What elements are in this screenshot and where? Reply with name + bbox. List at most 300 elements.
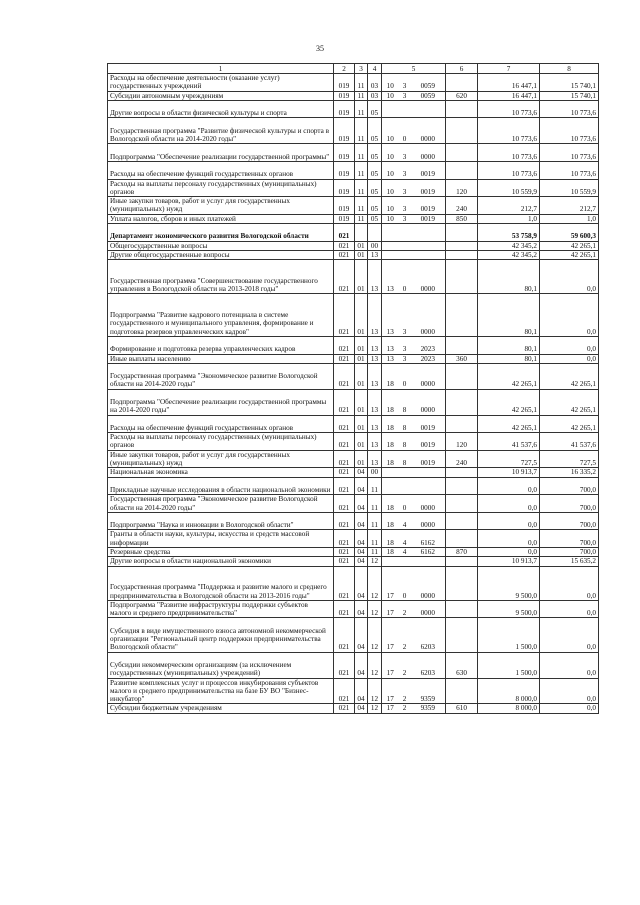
row-name: Государственная программа "Поддержка и развитие малого и среднего предпринимательства в Вологодской области на 2013-2016 годы" <box>108 566 334 600</box>
row-name: Расходы на выплаты персоналу государственных (муниципальных) органов <box>108 179 334 197</box>
row-grbs: 019 <box>334 214 355 223</box>
row-direction <box>411 241 446 250</box>
row-amount-year1: 80,1 <box>478 354 540 363</box>
row-direction: 2023 <box>411 336 446 354</box>
table-row <box>108 548 599 557</box>
row-grbs: 021 <box>334 512 355 530</box>
row-subprogram <box>399 477 411 495</box>
table-row <box>108 354 599 363</box>
row-direction: 0019 <box>411 415 446 433</box>
row-amount-year1: 727,5 <box>478 450 540 468</box>
row-name: Другие вопросы в области физической культуры и спорта <box>108 100 334 118</box>
row-amount-year2: 700,0 <box>540 477 599 495</box>
table-row <box>108 91 599 100</box>
row-subsection: 11 <box>368 477 382 495</box>
row-name: Подпрограмма "Обеспечение реализации государственной программы" <box>108 144 334 162</box>
row-direction: 0000 <box>411 495 446 513</box>
row-grbs: 021 <box>334 600 355 618</box>
row-grbs: 019 <box>334 144 355 162</box>
row-program: 17 <box>382 600 399 618</box>
row-expense-type <box>446 260 478 294</box>
row-amount-year1: 10 559,9 <box>478 179 540 197</box>
row-amount-year2: 42 265,1 <box>540 389 599 415</box>
row-program: 17 <box>382 618 399 652</box>
row-grbs: 021 <box>334 336 355 354</box>
row-direction: 9359 <box>411 678 446 704</box>
row-expense-type: 240 <box>446 450 478 468</box>
table-row <box>108 161 599 179</box>
row-section: 04 <box>355 477 368 495</box>
row-program: 18 <box>382 363 399 389</box>
row-name: Расходы на обеспечение функций государственных органов <box>108 161 334 179</box>
row-amount-year2: 42 265,1 <box>540 250 599 259</box>
row-name: Уплата налогов, сборов и иных платежей <box>108 214 334 223</box>
row-expense-type: 120 <box>446 433 478 451</box>
row-expense-type <box>446 161 478 179</box>
table-row <box>108 450 599 468</box>
row-section: 01 <box>355 415 368 433</box>
row-amount-year1: 42 265,1 <box>478 389 540 415</box>
row-section: 01 <box>355 389 368 415</box>
row-expense-type <box>446 618 478 652</box>
row-subsection: 13 <box>368 336 382 354</box>
row-subprogram: 2 <box>399 600 411 618</box>
row-subprogram <box>399 224 411 242</box>
row-name: Государственная программа "Экономическое развитие Вологодской области на 2014-2020 годы" <box>108 363 334 389</box>
row-amount-year2: 700,0 <box>540 548 599 557</box>
row-subprogram: 2 <box>399 618 411 652</box>
row-subprogram: 2 <box>399 652 411 678</box>
row-subsection <box>368 224 382 242</box>
row-subsection: 13 <box>368 415 382 433</box>
row-expense-type <box>446 241 478 250</box>
table-row <box>108 433 599 451</box>
row-direction: 0000 <box>411 294 446 337</box>
row-subsection: 13 <box>368 450 382 468</box>
row-expense-type <box>446 495 478 513</box>
row-amount-year1: 10 913,7 <box>478 468 540 477</box>
table-row <box>108 241 599 250</box>
table-row <box>108 530 599 548</box>
row-subsection: 03 <box>368 74 382 92</box>
row-name: Подпрограмма "Наука и инновации в Вологодской области" <box>108 512 334 530</box>
row-subsection: 13 <box>368 294 382 337</box>
row-subprogram: 3 <box>399 214 411 223</box>
row-direction <box>411 477 446 495</box>
row-section: 04 <box>355 566 368 600</box>
row-program: 17 <box>382 678 399 704</box>
table-row <box>108 250 599 259</box>
row-subsection: 12 <box>368 678 382 704</box>
row-section: 04 <box>355 512 368 530</box>
row-amount-year1: 1 500,0 <box>478 618 540 652</box>
row-subprogram: 2 <box>399 678 411 704</box>
row-direction: 0059 <box>411 91 446 100</box>
row-subsection: 11 <box>368 512 382 530</box>
row-expense-type: 620 <box>446 91 478 100</box>
row-name: Иные закупки товаров, работ и услуг для государственных (муниципальных) нужд <box>108 450 334 468</box>
row-grbs: 021 <box>334 652 355 678</box>
row-section: 01 <box>355 433 368 451</box>
row-amount-year2: 15 635,2 <box>540 557 599 566</box>
row-name: Субсидия в виде имущественного взноса автономной некоммерческой организации "Региональный центр поддержки предпринимательства Вологодской области" <box>108 618 334 652</box>
row-direction <box>411 100 446 118</box>
row-expense-type <box>446 477 478 495</box>
row-amount-year2: 10 773,6 <box>540 144 599 162</box>
row-name: Государственная программа "Развитие физической культуры и спорта в Вологодской области на 2014-2020 годы" <box>108 118 334 144</box>
row-subsection: 12 <box>368 600 382 618</box>
row-name: Подпрограмма "Развитие инфраструктуры поддержки субъектов малого и среднего предпринимательства" <box>108 600 334 618</box>
row-subsection: 05 <box>368 161 382 179</box>
table-row <box>108 100 599 118</box>
row-section: 01 <box>355 354 368 363</box>
row-expense-type: 870 <box>446 548 478 557</box>
row-subsection: 13 <box>368 250 382 259</box>
row-expense-type <box>446 363 478 389</box>
row-subprogram: 3 <box>399 179 411 197</box>
row-subprogram: 0 <box>399 495 411 513</box>
row-amount-year2: 41 537,6 <box>540 433 599 451</box>
row-subsection: 05 <box>368 214 382 223</box>
row-direction: 0019 <box>411 179 446 197</box>
row-program: 18 <box>382 389 399 415</box>
row-expense-type: 360 <box>446 354 478 363</box>
row-name: Расходы на обеспечение деятельности (оказание услуг) государственных учреждений <box>108 74 334 92</box>
row-grbs: 021 <box>334 389 355 415</box>
row-grbs: 021 <box>334 241 355 250</box>
row-amount-year1: 80,1 <box>478 294 540 337</box>
row-subsection: 13 <box>368 260 382 294</box>
row-grbs: 021 <box>334 433 355 451</box>
table-row <box>108 389 599 415</box>
row-section: 04 <box>355 618 368 652</box>
row-section: 04 <box>355 557 368 566</box>
row-direction: 2023 <box>411 354 446 363</box>
row-program: 10 <box>382 144 399 162</box>
row-amount-year2: 0,0 <box>540 336 599 354</box>
row-subsection: 12 <box>368 618 382 652</box>
row-subsection: 13 <box>368 389 382 415</box>
row-grbs: 021 <box>334 704 355 713</box>
row-amount-year2: 10 773,6 <box>540 161 599 179</box>
table-row <box>108 704 599 713</box>
page-number: 35 <box>316 44 324 53</box>
row-subsection: 13 <box>368 354 382 363</box>
col-header-expense-type: 6 <box>446 64 478 74</box>
row-amount-year2: 1,0 <box>540 214 599 223</box>
row-program: 17 <box>382 566 399 600</box>
row-grbs: 021 <box>334 354 355 363</box>
row-grbs: 019 <box>334 100 355 118</box>
row-subsection: 03 <box>368 91 382 100</box>
row-expense-type: 120 <box>446 179 478 197</box>
row-section <box>355 224 368 242</box>
row-grbs: 021 <box>334 557 355 566</box>
row-amount-year2: 0,0 <box>540 618 599 652</box>
row-subsection: 12 <box>368 704 382 713</box>
row-direction: 0000 <box>411 512 446 530</box>
col-header-year1: 7 <box>478 64 540 74</box>
row-amount-year2: 42 265,1 <box>540 241 599 250</box>
table-row <box>108 600 599 618</box>
row-amount-year1: 0,0 <box>478 530 540 548</box>
row-grbs: 021 <box>334 678 355 704</box>
row-amount-year2: 42 265,1 <box>540 415 599 433</box>
table-body <box>108 74 599 714</box>
table-row <box>108 652 599 678</box>
row-grbs: 019 <box>334 161 355 179</box>
row-expense-type <box>446 294 478 337</box>
table-row <box>108 477 599 495</box>
row-expense-type <box>446 389 478 415</box>
row-name: Общегосударственные вопросы <box>108 241 334 250</box>
row-direction <box>411 557 446 566</box>
row-direction <box>411 468 446 477</box>
row-amount-year2: 10 559,9 <box>540 179 599 197</box>
col-header-year2: 8 <box>540 64 599 74</box>
row-section: 01 <box>355 250 368 259</box>
row-program <box>382 241 399 250</box>
row-subprogram: 3 <box>399 336 411 354</box>
row-name: Государственная программа "Совершенствование государственного управления в Вологодской области на 2013-2018 годы" <box>108 260 334 294</box>
row-amount-year1: 10 773,6 <box>478 100 540 118</box>
row-program: 17 <box>382 704 399 713</box>
row-section: 11 <box>355 91 368 100</box>
row-amount-year1: 42 345,2 <box>478 250 540 259</box>
row-section: 11 <box>355 179 368 197</box>
row-subprogram: 0 <box>399 118 411 144</box>
row-name: Субсидии автономным учреждениям <box>108 91 334 100</box>
row-subprogram: 0 <box>399 363 411 389</box>
row-direction: 6203 <box>411 652 446 678</box>
row-amount-year2: 727,5 <box>540 450 599 468</box>
row-amount-year2: 0,0 <box>540 566 599 600</box>
row-expense-type <box>446 415 478 433</box>
table-row <box>108 197 599 215</box>
row-expense-type <box>446 74 478 92</box>
row-section: 04 <box>355 548 368 557</box>
row-direction <box>411 224 446 242</box>
row-section: 04 <box>355 678 368 704</box>
row-grbs: 021 <box>334 415 355 433</box>
row-subprogram: 8 <box>399 433 411 451</box>
row-subsection: 12 <box>368 557 382 566</box>
row-name: Национальная экономика <box>108 468 334 477</box>
row-name: Прикладные научные исследования в области национальной экономики <box>108 477 334 495</box>
row-subsection: 05 <box>368 118 382 144</box>
row-subsection: 11 <box>368 548 382 557</box>
row-grbs: 021 <box>334 566 355 600</box>
row-expense-type <box>446 118 478 144</box>
col-header-subsection: 4 <box>368 64 382 74</box>
row-subprogram: 2 <box>399 704 411 713</box>
row-subprogram: 4 <box>399 548 411 557</box>
table-row <box>108 179 599 197</box>
row-subprogram: 4 <box>399 512 411 530</box>
table-row <box>108 495 599 513</box>
row-grbs: 021 <box>334 450 355 468</box>
row-program: 13 <box>382 294 399 337</box>
row-name: Субсидии некоммерческим организациям (за исключением государственных (муниципальных) учреждений) <box>108 652 334 678</box>
row-name: Подпрограмма "Развитие кадрового потенциала в системе государственного и муниципального управления, формирование и подготовка резервов управленческих кадров" <box>108 294 334 337</box>
row-amount-year1: 9 500,0 <box>478 600 540 618</box>
table-row <box>108 415 599 433</box>
row-subprogram: 3 <box>399 74 411 92</box>
table-row <box>108 214 599 223</box>
row-amount-year1: 16 447,1 <box>478 91 540 100</box>
row-program: 10 <box>382 179 399 197</box>
row-expense-type <box>446 557 478 566</box>
row-amount-year1: 42 265,1 <box>478 415 540 433</box>
row-name: Другие общегосударственные вопросы <box>108 250 334 259</box>
table-row <box>108 74 599 92</box>
row-program: 18 <box>382 495 399 513</box>
row-amount-year2: 212,7 <box>540 197 599 215</box>
table-row <box>108 363 599 389</box>
row-subprogram: 3 <box>399 197 411 215</box>
row-subsection: 05 <box>368 179 382 197</box>
row-program: 10 <box>382 74 399 92</box>
row-name: Департамент экономического развития Вологодской области <box>108 224 334 242</box>
row-name: Субсидии бюджетным учреждениям <box>108 704 334 713</box>
row-expense-type <box>446 336 478 354</box>
row-grbs: 021 <box>334 468 355 477</box>
row-section: 01 <box>355 336 368 354</box>
row-grbs: 021 <box>334 618 355 652</box>
col-header-grbs: 2 <box>334 64 355 74</box>
row-name: Развитие комплексных услуг и процессов инкубирования субъектов малого и среднего предпринимательства на базе БУ ВО "Бизнес-инкубатор" <box>108 678 334 704</box>
row-name: Расходы на выплаты персоналу государственных (муниципальных) органов <box>108 433 334 451</box>
row-section: 11 <box>355 118 368 144</box>
row-subprogram <box>399 557 411 566</box>
row-amount-year2: 0,0 <box>540 294 599 337</box>
row-amount-year1: 80,1 <box>478 260 540 294</box>
col-header-name: 1 <box>108 64 334 74</box>
row-amount-year2: 0,0 <box>540 678 599 704</box>
row-subprogram: 3 <box>399 161 411 179</box>
row-subprogram: 3 <box>399 294 411 337</box>
row-direction <box>411 250 446 259</box>
row-grbs: 021 <box>334 260 355 294</box>
row-section: 01 <box>355 450 368 468</box>
row-program: 10 <box>382 118 399 144</box>
table-row <box>108 118 599 144</box>
row-grbs: 019 <box>334 91 355 100</box>
row-program: 18 <box>382 433 399 451</box>
row-grbs: 021 <box>334 477 355 495</box>
table-row <box>108 144 599 162</box>
row-subprogram: 0 <box>399 260 411 294</box>
row-subsection: 13 <box>368 363 382 389</box>
row-direction: 0000 <box>411 363 446 389</box>
row-amount-year2: 0,0 <box>540 260 599 294</box>
row-expense-type <box>446 600 478 618</box>
row-direction: 0000 <box>411 566 446 600</box>
row-expense-type <box>446 468 478 477</box>
row-grbs: 019 <box>334 197 355 215</box>
row-subprogram: 8 <box>399 415 411 433</box>
row-grbs: 019 <box>334 74 355 92</box>
row-amount-year1: 53 758,9 <box>478 224 540 242</box>
row-amount-year2: 0,0 <box>540 704 599 713</box>
row-grbs: 021 <box>334 294 355 337</box>
row-grbs: 019 <box>334 179 355 197</box>
row-program <box>382 477 399 495</box>
row-expense-type <box>446 224 478 242</box>
row-program: 13 <box>382 260 399 294</box>
row-subprogram <box>399 241 411 250</box>
row-program: 18 <box>382 512 399 530</box>
row-section: 04 <box>355 530 368 548</box>
row-section: 04 <box>355 600 368 618</box>
row-subsection: 11 <box>368 530 382 548</box>
row-amount-year2: 10 773,6 <box>540 100 599 118</box>
row-direction: 0000 <box>411 144 446 162</box>
row-amount-year2: 700,0 <box>540 495 599 513</box>
row-amount-year1: 8 000,0 <box>478 704 540 713</box>
row-amount-year1: 9 500,0 <box>478 566 540 600</box>
row-subsection: 12 <box>368 566 382 600</box>
table-row <box>108 468 599 477</box>
row-section: 11 <box>355 100 368 118</box>
row-amount-year1: 0,0 <box>478 477 540 495</box>
row-amount-year2: 10 773,6 <box>540 118 599 144</box>
row-subprogram: 3 <box>399 354 411 363</box>
row-name: Резервные средства <box>108 548 334 557</box>
row-grbs: 019 <box>334 118 355 144</box>
row-subprogram <box>399 250 411 259</box>
row-direction: 0019 <box>411 450 446 468</box>
row-grbs: 021 <box>334 530 355 548</box>
table-row <box>108 294 599 337</box>
row-program: 18 <box>382 450 399 468</box>
row-expense-type: 850 <box>446 214 478 223</box>
row-expense-type <box>446 100 478 118</box>
row-amount-year1: 42 345,2 <box>478 241 540 250</box>
row-amount-year2: 0,0 <box>540 652 599 678</box>
row-amount-year2: 42 265,1 <box>540 363 599 389</box>
row-name: Расходы на обеспечение функций государственных органов <box>108 415 334 433</box>
row-direction: 0000 <box>411 260 446 294</box>
row-program <box>382 250 399 259</box>
row-subprogram: 8 <box>399 389 411 415</box>
row-subprogram: 3 <box>399 144 411 162</box>
row-program: 10 <box>382 161 399 179</box>
row-grbs: 021 <box>334 224 355 242</box>
row-program <box>382 100 399 118</box>
row-amount-year2: 15 740,1 <box>540 91 599 100</box>
row-section: 04 <box>355 468 368 477</box>
row-expense-type <box>446 678 478 704</box>
row-subsection: 11 <box>368 495 382 513</box>
row-direction: 0000 <box>411 389 446 415</box>
row-subsection: 00 <box>368 468 382 477</box>
budget-table <box>107 63 599 714</box>
row-direction: 0019 <box>411 161 446 179</box>
row-section: 01 <box>355 363 368 389</box>
row-grbs: 021 <box>334 495 355 513</box>
row-subsection: 13 <box>368 433 382 451</box>
col-header-section: 3 <box>355 64 368 74</box>
table-row <box>108 336 599 354</box>
row-section: 11 <box>355 161 368 179</box>
row-subprogram: 0 <box>399 566 411 600</box>
row-amount-year2: 0,0 <box>540 600 599 618</box>
row-amount-year1: 0,0 <box>478 512 540 530</box>
row-amount-year1: 0,0 <box>478 495 540 513</box>
row-amount-year2: 700,0 <box>540 512 599 530</box>
row-program: 10 <box>382 214 399 223</box>
